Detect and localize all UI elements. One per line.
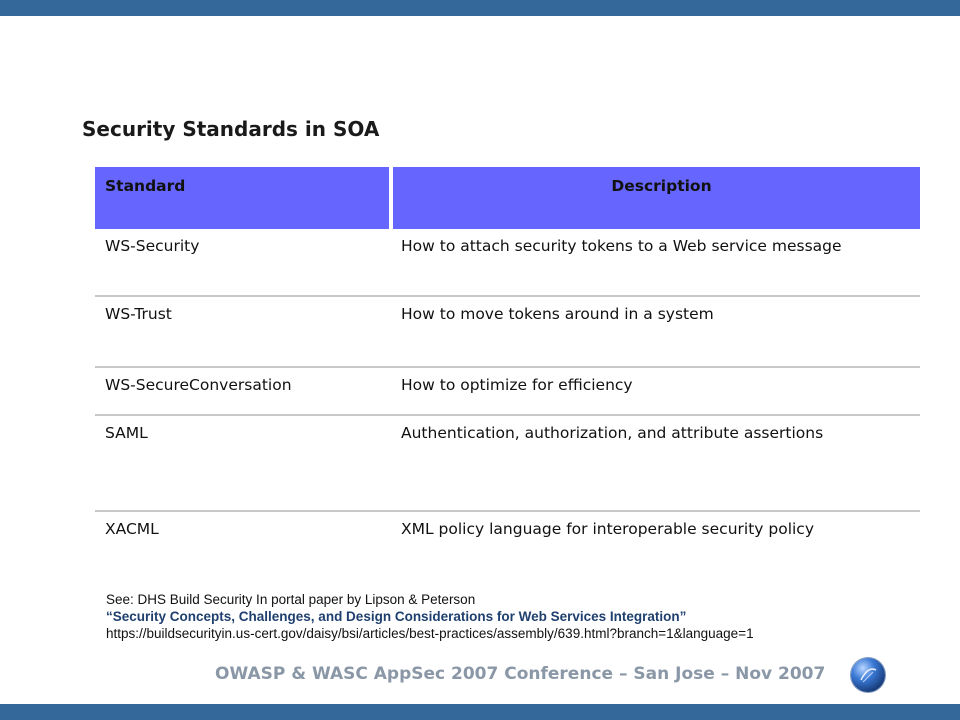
standard-cell: WS-Trust [95,296,391,367]
header-description: Description [391,167,920,229]
reference-paper-title: “Security Concepts, Challenges, and Design Considerations for Web Services Integration” [106,609,687,624]
header-standard: Standard [95,167,391,229]
standard-cell: SAML [95,415,391,511]
description-cell: How to move tokens around in a system [391,296,920,367]
description-cell: How to attach security tokens to a Web service message [391,229,920,296]
owasp-logo-icon [851,658,885,692]
table-row [95,367,920,415]
top-bar [0,0,960,16]
reference-url[interactable]: https://buildsecurityin.us-cert.gov/daisy/bsi/articles/best-practices/assembly/639.html?branch=1&language=1 [106,626,754,641]
slide-title: Security Standards in SOA [82,117,380,141]
standard-cell: WS-SecureConversation [95,367,391,415]
table-row [95,415,920,511]
table-row [95,511,920,551]
standard-cell: XACML [105,520,159,538]
reference-line: See: DHS Build Security In portal paper by Lipson & Peterson [106,592,476,607]
reference-note [106,591,754,642]
standard-cell: WS-Security [95,229,391,296]
standards-table [95,167,920,551]
description-cell: Authentication, authorization, and attribute assertions [391,415,920,511]
table-header-row [95,167,920,229]
table-row [95,229,920,296]
description-cell: How to optimize for efficiency [391,367,920,415]
table-row [95,296,920,367]
footer-text: OWASP & WASC AppSec 2007 Conference – San Jose – Nov 2007 [215,664,826,684]
description-cell: XML policy language for interoperable security policy [401,520,814,538]
bottom-bar [0,704,960,720]
